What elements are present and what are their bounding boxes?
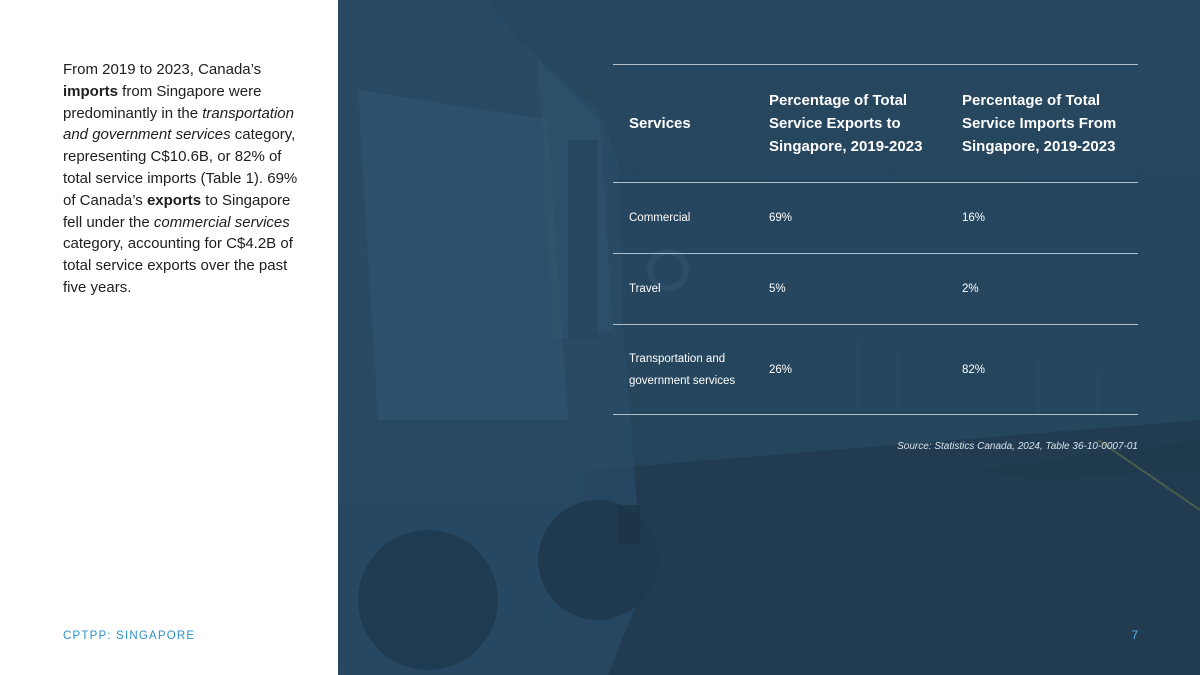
commercial-emphasis: commercial services <box>153 213 290 231</box>
intro-text: From 2019 to 2023, Canada’s <box>63 61 262 78</box>
table-divider <box>613 414 1138 415</box>
table-divider <box>613 64 1138 65</box>
table-divider <box>613 182 1138 183</box>
page-number: 7 <box>1131 630 1138 642</box>
intro-text: to Singapore fell under the <box>63 191 291 231</box>
intro-paragraph <box>63 59 313 299</box>
left-panel <box>0 0 338 675</box>
header-exports: Percentage of Total Service Exports to Singapore, 2019-2023 <box>769 92 923 155</box>
row-service: Travel <box>629 283 661 295</box>
row-exports: 5% <box>769 283 786 295</box>
table-divider <box>613 324 1138 325</box>
row-imports: 16% <box>962 212 986 224</box>
services-table <box>613 64 1138 415</box>
table-row <box>613 183 1138 253</box>
header-imports: Percentage of Total Service Imports From Singapore, 2019-2023 <box>962 92 1117 155</box>
intro-text: category, representing C$10.6B, or 82% of total service imports (Table 1). 69% of Canada’s <box>63 126 298 209</box>
transport-emphasis: transportation and government services <box>63 104 294 144</box>
row-imports: 2% <box>962 283 979 295</box>
row-service: Transportation and government services <box>629 352 736 387</box>
source-note: Source: Statistics Canada, 2024, Table 36-10-0007-01 <box>897 441 1138 452</box>
exports-emphasis: exports <box>146 191 202 209</box>
intro-text: category, accounting for C$4.2B of total service exports over the past five years. <box>63 235 293 296</box>
row-exports: 26% <box>769 363 793 376</box>
right-panel <box>338 0 1200 675</box>
row-imports: 82% <box>962 363 986 376</box>
header-services: Services <box>629 115 691 132</box>
table-header-row <box>613 65 1138 182</box>
intro-text: from Singapore were predominantly in the <box>63 82 262 122</box>
table-row <box>613 325 1138 414</box>
table-row <box>613 254 1138 324</box>
row-exports: 69% <box>769 212 793 224</box>
imports-emphasis: imports <box>63 82 119 100</box>
table-divider <box>613 253 1138 254</box>
row-service: Commercial <box>629 212 691 224</box>
footer-label: CPTPP: SINGAPORE <box>63 630 196 642</box>
